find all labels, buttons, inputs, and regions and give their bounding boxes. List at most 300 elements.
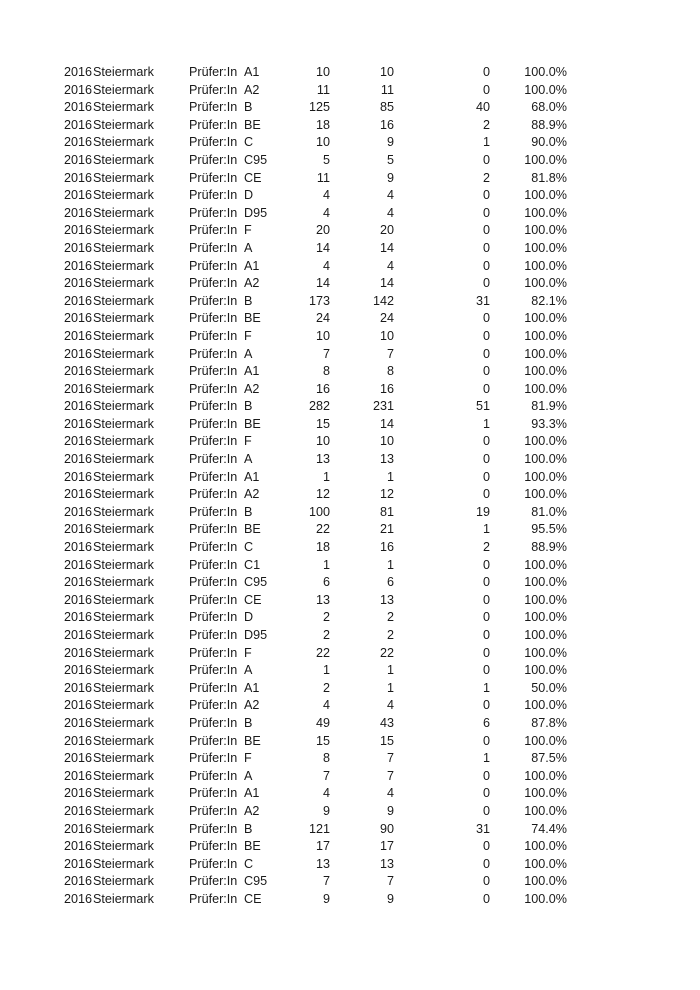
total-count-cell: 24: [315, 311, 330, 326]
region-cell: Steiermark: [93, 575, 154, 590]
failed-count-cell: 0: [482, 768, 490, 783]
total-count-cell: 1: [322, 663, 330, 678]
pass-rate-cell: 93.3%: [531, 416, 567, 431]
passed-count-cell: 9: [386, 803, 394, 818]
examiner-cell: Prüfer:In: [189, 328, 238, 343]
pass-rate-cell: 74.4%: [531, 821, 567, 836]
failed-count-cell: 0: [482, 469, 490, 484]
region-cell: Steiermark: [93, 557, 154, 572]
examiner-cell: Prüfer:In: [189, 610, 238, 625]
pass-rate-cell: 81.8%: [531, 170, 567, 185]
region-cell: Steiermark: [93, 381, 154, 396]
pass-rate-cell: 100.0%: [524, 891, 567, 906]
examiner-cell: Prüfer:In: [189, 346, 238, 361]
passed-count-cell: 13: [379, 452, 394, 467]
pass-rate-cell: 100.0%: [524, 381, 567, 396]
year-cell: 2016: [64, 663, 93, 678]
examiner-cell: Prüfer:In: [189, 487, 238, 502]
year-cell: 2016: [64, 364, 93, 379]
examiner-cell: Prüfer:In: [189, 100, 238, 115]
pass-rate-cell: 100.0%: [524, 240, 567, 255]
license-class-cell: C95: [244, 874, 268, 889]
year-cell: 2016: [64, 100, 93, 115]
failed-count-cell: 0: [482, 328, 490, 343]
passed-count-cell: 7: [386, 346, 394, 361]
examiner-cell: Prüfer:In: [189, 628, 238, 642]
failed-count-cell: 0: [482, 188, 490, 203]
examiner-cell: Prüfer:In: [189, 803, 238, 818]
passed-count-cell: 81: [379, 504, 394, 519]
year-cell: 2016: [64, 293, 93, 308]
region-cell: Steiermark: [93, 839, 154, 854]
pass-rate-cell: 100.0%: [524, 856, 567, 871]
year-cell: 2016: [64, 628, 93, 642]
examiner-cell: Prüfer:In: [189, 188, 238, 203]
total-count-cell: 10: [315, 65, 330, 79]
total-count-cell: 49: [315, 715, 330, 730]
year-cell: 2016: [64, 416, 93, 431]
total-count-cell: 22: [315, 522, 330, 537]
total-count-cell: 16: [315, 381, 330, 396]
passed-count-cell: 10: [379, 328, 394, 343]
year-cell: 2016: [64, 891, 93, 906]
examiner-cell: Prüfer:In: [189, 364, 238, 379]
failed-count-cell: 40: [475, 100, 490, 115]
region-cell: Steiermark: [93, 223, 154, 238]
region-cell: Steiermark: [93, 540, 154, 555]
pass-rate-cell: 100.0%: [524, 645, 567, 660]
pass-rate-cell: 100.0%: [524, 205, 567, 220]
passed-count-cell: 7: [386, 768, 394, 783]
total-count-cell: 22: [315, 645, 330, 660]
pass-rate-cell: 100.0%: [524, 768, 567, 783]
region-cell: Steiermark: [93, 328, 154, 343]
examiner-cell: Prüfer:In: [189, 65, 238, 79]
examiner-cell: Prüfer:In: [189, 399, 238, 414]
license-class-cell: A: [244, 240, 253, 255]
failed-count-cell: 1: [482, 135, 490, 150]
failed-count-cell: 0: [482, 452, 490, 467]
passed-count-cell: 8: [386, 364, 394, 379]
total-count-cell: 7: [322, 768, 330, 783]
passed-count-cell: 2: [386, 628, 394, 642]
year-cell: 2016: [64, 856, 93, 871]
total-count-cell: 4: [322, 205, 330, 220]
region-cell: Steiermark: [93, 592, 154, 607]
total-count-cell: 121: [308, 821, 330, 836]
total-count-cell: 8: [322, 751, 330, 766]
year-cell: 2016: [64, 592, 93, 607]
failed-count-cell: 1: [482, 751, 490, 766]
examiner-cell: Prüfer:In: [189, 768, 238, 783]
passed-count-cell: 4: [386, 188, 394, 203]
examiner-cell: Prüfer:In: [189, 170, 238, 185]
examiner-cell: Prüfer:In: [189, 575, 238, 590]
examiner-cell: Prüfer:In: [189, 540, 238, 555]
passed-count-cell: 142: [372, 293, 394, 308]
examiner-cell: Prüfer:In: [189, 821, 238, 836]
examiner-cell: Prüfer:In: [189, 223, 238, 238]
pass-rate-cell: 100.0%: [524, 575, 567, 590]
passed-count-cell: 1: [386, 557, 394, 572]
pass-rate-cell: 100.0%: [524, 733, 567, 748]
pass-rate-cell: 100.0%: [524, 65, 567, 79]
year-cell: 2016: [64, 452, 93, 467]
license-class-cell: B: [244, 100, 253, 115]
license-class-cell: D: [244, 188, 254, 203]
failed-count-cell: 0: [482, 311, 490, 326]
region-cell: Steiermark: [93, 768, 154, 783]
passed-count-cell: 231: [372, 399, 394, 414]
examiner-cell: Prüfer:In: [189, 874, 238, 889]
year-cell: 2016: [64, 469, 93, 484]
region-cell: Steiermark: [93, 751, 154, 766]
pass-rate-cell: 100.0%: [524, 311, 567, 326]
failed-count-cell: 0: [482, 487, 490, 502]
region-cell: Steiermark: [93, 680, 154, 695]
examiner-cell: Prüfer:In: [189, 240, 238, 255]
pass-rate-cell: 100.0%: [524, 663, 567, 678]
examiner-cell: Prüfer:In: [189, 311, 238, 326]
license-class-cell: D95: [244, 205, 268, 220]
examiner-cell: Prüfer:In: [189, 715, 238, 730]
total-count-cell: 20: [315, 223, 330, 238]
license-class-cell: BE: [244, 117, 261, 132]
passed-count-cell: 12: [379, 487, 394, 502]
year-cell: 2016: [64, 188, 93, 203]
failed-count-cell: 1: [482, 680, 490, 695]
year-cell: 2016: [64, 821, 93, 836]
region-cell: Steiermark: [93, 856, 154, 871]
failed-count-cell: 51: [475, 399, 490, 414]
pass-rate-cell: 100.0%: [524, 188, 567, 203]
failed-count-cell: 0: [482, 557, 490, 572]
total-count-cell: 9: [322, 803, 330, 818]
region-cell: Steiermark: [93, 715, 154, 730]
examiner-cell: Prüfer:In: [189, 856, 238, 871]
examiner-cell: Prüfer:In: [189, 733, 238, 748]
year-cell: 2016: [64, 751, 93, 766]
examiner-cell: Prüfer:In: [189, 82, 238, 97]
pass-rate-cell: 100.0%: [524, 434, 567, 449]
region-cell: Steiermark: [93, 258, 154, 273]
failed-count-cell: 19: [475, 504, 490, 519]
license-class-cell: A: [244, 768, 253, 783]
year-cell: 2016: [64, 117, 93, 132]
license-class-cell: D: [244, 610, 254, 625]
examiner-cell: Prüfer:In: [189, 135, 238, 150]
license-class-cell: A2: [244, 381, 260, 396]
examiner-cell: Prüfer:In: [189, 434, 238, 449]
license-class-cell: BE: [244, 733, 261, 748]
passed-count-cell: 22: [379, 645, 394, 660]
passed-count-cell: 16: [379, 381, 394, 396]
passed-count-cell: 21: [379, 522, 394, 537]
examiner-cell: Prüfer:In: [189, 557, 238, 572]
total-count-cell: 10: [315, 328, 330, 343]
examiner-cell: Prüfer:In: [189, 698, 238, 713]
pass-rate-cell: 100.0%: [524, 328, 567, 343]
license-class-cell: C95: [244, 152, 268, 167]
license-class-cell: A1: [244, 364, 260, 379]
examiner-cell: Prüfer:In: [189, 891, 238, 906]
pass-rate-cell: 87.8%: [531, 715, 567, 730]
year-cell: 2016: [64, 557, 93, 572]
total-count-cell: 14: [315, 276, 330, 291]
passed-count-cell: 14: [379, 240, 394, 255]
region-cell: Steiermark: [93, 276, 154, 291]
year-cell: 2016: [64, 786, 93, 801]
pass-rate-cell: 100.0%: [524, 346, 567, 361]
region-cell: Steiermark: [93, 240, 154, 255]
license-class-cell: B: [244, 715, 253, 730]
year-cell: 2016: [64, 575, 93, 590]
pass-rate-cell: 68.0%: [531, 100, 567, 115]
license-class-cell: A1: [244, 65, 260, 79]
year-cell: 2016: [64, 540, 93, 555]
year-cell: 2016: [64, 698, 93, 713]
total-count-cell: 18: [315, 117, 330, 132]
passed-count-cell: 11: [380, 82, 394, 97]
total-count-cell: 11: [316, 170, 330, 185]
license-class-cell: B: [244, 504, 253, 519]
passed-count-cell: 14: [379, 416, 394, 431]
total-count-cell: 10: [315, 135, 330, 150]
failed-count-cell: 0: [482, 223, 490, 238]
year-cell: 2016: [64, 311, 93, 326]
region-cell: Steiermark: [93, 645, 154, 660]
year-cell: 2016: [64, 223, 93, 238]
region-cell: Steiermark: [93, 891, 154, 906]
region-cell: Steiermark: [93, 170, 154, 185]
total-count-cell: 2: [322, 680, 330, 695]
region-cell: Steiermark: [93, 610, 154, 625]
failed-count-cell: 0: [482, 856, 490, 871]
pass-rate-cell: 95.5%: [531, 522, 567, 537]
license-class-cell: BE: [244, 839, 261, 854]
examiner-cell: Prüfer:In: [189, 751, 238, 766]
region-cell: Steiermark: [93, 416, 154, 431]
examiner-cell: Prüfer:In: [189, 592, 238, 607]
year-cell: 2016: [64, 381, 93, 396]
region-cell: Steiermark: [93, 117, 154, 132]
total-count-cell: 10: [315, 434, 330, 449]
passed-count-cell: 10: [379, 434, 394, 449]
year-cell: 2016: [64, 152, 93, 167]
region-cell: Steiermark: [93, 399, 154, 414]
failed-count-cell: 31: [475, 293, 490, 308]
license-class-cell: A: [244, 663, 253, 678]
region-cell: Steiermark: [93, 504, 154, 519]
passed-count-cell: 20: [379, 223, 394, 238]
failed-count-cell: 0: [482, 592, 490, 607]
passed-count-cell: 5: [386, 152, 394, 167]
license-class-cell: B: [244, 821, 253, 836]
region-cell: Steiermark: [93, 786, 154, 801]
region-cell: Steiermark: [93, 803, 154, 818]
examiner-cell: Prüfer:In: [189, 416, 238, 431]
license-class-cell: C1: [244, 557, 261, 572]
failed-count-cell: 0: [482, 364, 490, 379]
region-cell: Steiermark: [93, 469, 154, 484]
pass-rate-cell: 100.0%: [524, 592, 567, 607]
total-count-cell: 173: [308, 293, 330, 308]
pass-rate-cell: 100.0%: [524, 803, 567, 818]
year-cell: 2016: [64, 487, 93, 502]
license-class-cell: F: [244, 645, 252, 660]
total-count-cell: 5: [322, 152, 330, 167]
failed-count-cell: 0: [482, 65, 490, 79]
failed-count-cell: 0: [482, 891, 490, 906]
passed-count-cell: 43: [379, 715, 394, 730]
region-cell: Steiermark: [93, 364, 154, 379]
total-count-cell: 4: [322, 258, 330, 273]
license-class-cell: A2: [244, 276, 260, 291]
year-cell: 2016: [64, 240, 93, 255]
year-cell: 2016: [64, 803, 93, 818]
passed-count-cell: 90: [379, 821, 394, 836]
examiner-cell: Prüfer:In: [189, 276, 238, 291]
examiner-cell: Prüfer:In: [189, 258, 238, 273]
license-class-cell: A2: [244, 803, 260, 818]
license-class-cell: BE: [244, 311, 261, 326]
failed-count-cell: 0: [482, 434, 490, 449]
failed-count-cell: 1: [482, 416, 490, 431]
passed-count-cell: 17: [379, 839, 394, 854]
failed-count-cell: 2: [482, 170, 490, 185]
region-cell: Steiermark: [93, 628, 154, 642]
failed-count-cell: 2: [482, 540, 490, 555]
examiner-cell: Prüfer:In: [189, 293, 238, 308]
total-count-cell: 17: [315, 839, 330, 854]
region-cell: Steiermark: [93, 663, 154, 678]
license-class-cell: C: [244, 856, 254, 871]
failed-count-cell: 0: [482, 82, 490, 97]
year-cell: 2016: [64, 328, 93, 343]
failed-count-cell: 0: [482, 258, 490, 273]
pass-rate-cell: 50.0%: [531, 680, 567, 695]
region-cell: Steiermark: [93, 434, 154, 449]
pass-rate-cell: 88.9%: [531, 540, 567, 555]
pass-rate-cell: 100.0%: [524, 469, 567, 484]
failed-count-cell: 0: [482, 733, 490, 748]
year-cell: 2016: [64, 839, 93, 854]
examiner-cell: Prüfer:In: [189, 522, 238, 537]
region-cell: Steiermark: [93, 311, 154, 326]
examiner-cell: Prüfer:In: [189, 381, 238, 396]
year-cell: 2016: [64, 874, 93, 889]
license-class-cell: A1: [244, 258, 260, 273]
total-count-cell: 125: [308, 100, 330, 115]
failed-count-cell: 0: [482, 205, 490, 220]
pass-rate-cell: 100.0%: [524, 839, 567, 854]
passed-count-cell: 9: [386, 891, 394, 906]
license-class-cell: D95: [244, 628, 268, 642]
total-count-cell: 11: [316, 82, 330, 97]
region-cell: Steiermark: [93, 698, 154, 713]
pass-rate-cell: 90.0%: [531, 135, 567, 150]
pass-rate-cell: 100.0%: [524, 152, 567, 167]
total-count-cell: 7: [322, 346, 330, 361]
license-class-cell: A1: [244, 680, 260, 695]
year-cell: 2016: [64, 680, 93, 695]
total-count-cell: 4: [322, 188, 330, 203]
total-count-cell: 1: [322, 469, 330, 484]
total-count-cell: 9: [322, 891, 330, 906]
license-class-cell: B: [244, 399, 253, 414]
total-count-cell: 2: [322, 610, 330, 625]
examiner-cell: Prüfer:In: [189, 663, 238, 678]
total-count-cell: 6: [322, 575, 330, 590]
pass-rate-cell: 100.0%: [524, 258, 567, 273]
region-cell: Steiermark: [93, 152, 154, 167]
pass-rate-cell: 87.5%: [531, 751, 567, 766]
license-class-cell: B: [244, 293, 253, 308]
failed-count-cell: 0: [482, 152, 490, 167]
examiner-cell: Prüfer:In: [189, 469, 238, 484]
passed-count-cell: 6: [386, 575, 394, 590]
pass-rate-cell: 100.0%: [524, 610, 567, 625]
failed-count-cell: 0: [482, 381, 490, 396]
total-count-cell: 15: [315, 416, 330, 431]
total-count-cell: 2: [322, 628, 330, 642]
region-cell: Steiermark: [93, 65, 154, 79]
region-cell: Steiermark: [93, 100, 154, 115]
passed-count-cell: 4: [386, 698, 394, 713]
region-cell: Steiermark: [93, 205, 154, 220]
year-cell: 2016: [64, 768, 93, 783]
total-count-cell: 100: [308, 504, 330, 519]
total-count-cell: 8: [322, 364, 330, 379]
license-class-cell: CE: [244, 891, 262, 906]
examiner-cell: Prüfer:In: [189, 680, 238, 695]
failed-count-cell: 0: [482, 645, 490, 660]
total-count-cell: 7: [322, 874, 330, 889]
license-class-cell: A1: [244, 786, 260, 801]
pass-rate-cell: 81.9%: [531, 399, 567, 414]
total-count-cell: 14: [315, 240, 330, 255]
passed-count-cell: 85: [379, 100, 394, 115]
passed-count-cell: 16: [379, 117, 394, 132]
failed-count-cell: 0: [482, 786, 490, 801]
passed-count-cell: 24: [379, 311, 394, 326]
passed-count-cell: 4: [386, 786, 394, 801]
total-count-cell: 13: [315, 592, 330, 607]
region-cell: Steiermark: [93, 487, 154, 502]
failed-count-cell: 0: [482, 276, 490, 291]
total-count-cell: 1: [322, 557, 330, 572]
examiner-cell: Prüfer:In: [189, 205, 238, 220]
region-cell: Steiermark: [93, 874, 154, 889]
examiner-cell: Prüfer:In: [189, 452, 238, 467]
total-count-cell: 15: [315, 733, 330, 748]
total-count-cell: 4: [322, 698, 330, 713]
license-class-cell: BE: [244, 416, 261, 431]
examiner-cell: Prüfer:In: [189, 786, 238, 801]
pass-rate-cell: 100.0%: [524, 874, 567, 889]
license-class-cell: CE: [244, 592, 262, 607]
region-cell: Steiermark: [93, 452, 154, 467]
pass-rate-cell: 88.9%: [531, 117, 567, 132]
passed-count-cell: 1: [386, 663, 394, 678]
year-cell: 2016: [64, 504, 93, 519]
passed-count-cell: 15: [379, 733, 394, 748]
failed-count-cell: 2: [482, 117, 490, 132]
failed-count-cell: 0: [482, 803, 490, 818]
passed-count-cell: 13: [379, 592, 394, 607]
region-cell: Steiermark: [93, 293, 154, 308]
total-count-cell: 12: [315, 487, 330, 502]
